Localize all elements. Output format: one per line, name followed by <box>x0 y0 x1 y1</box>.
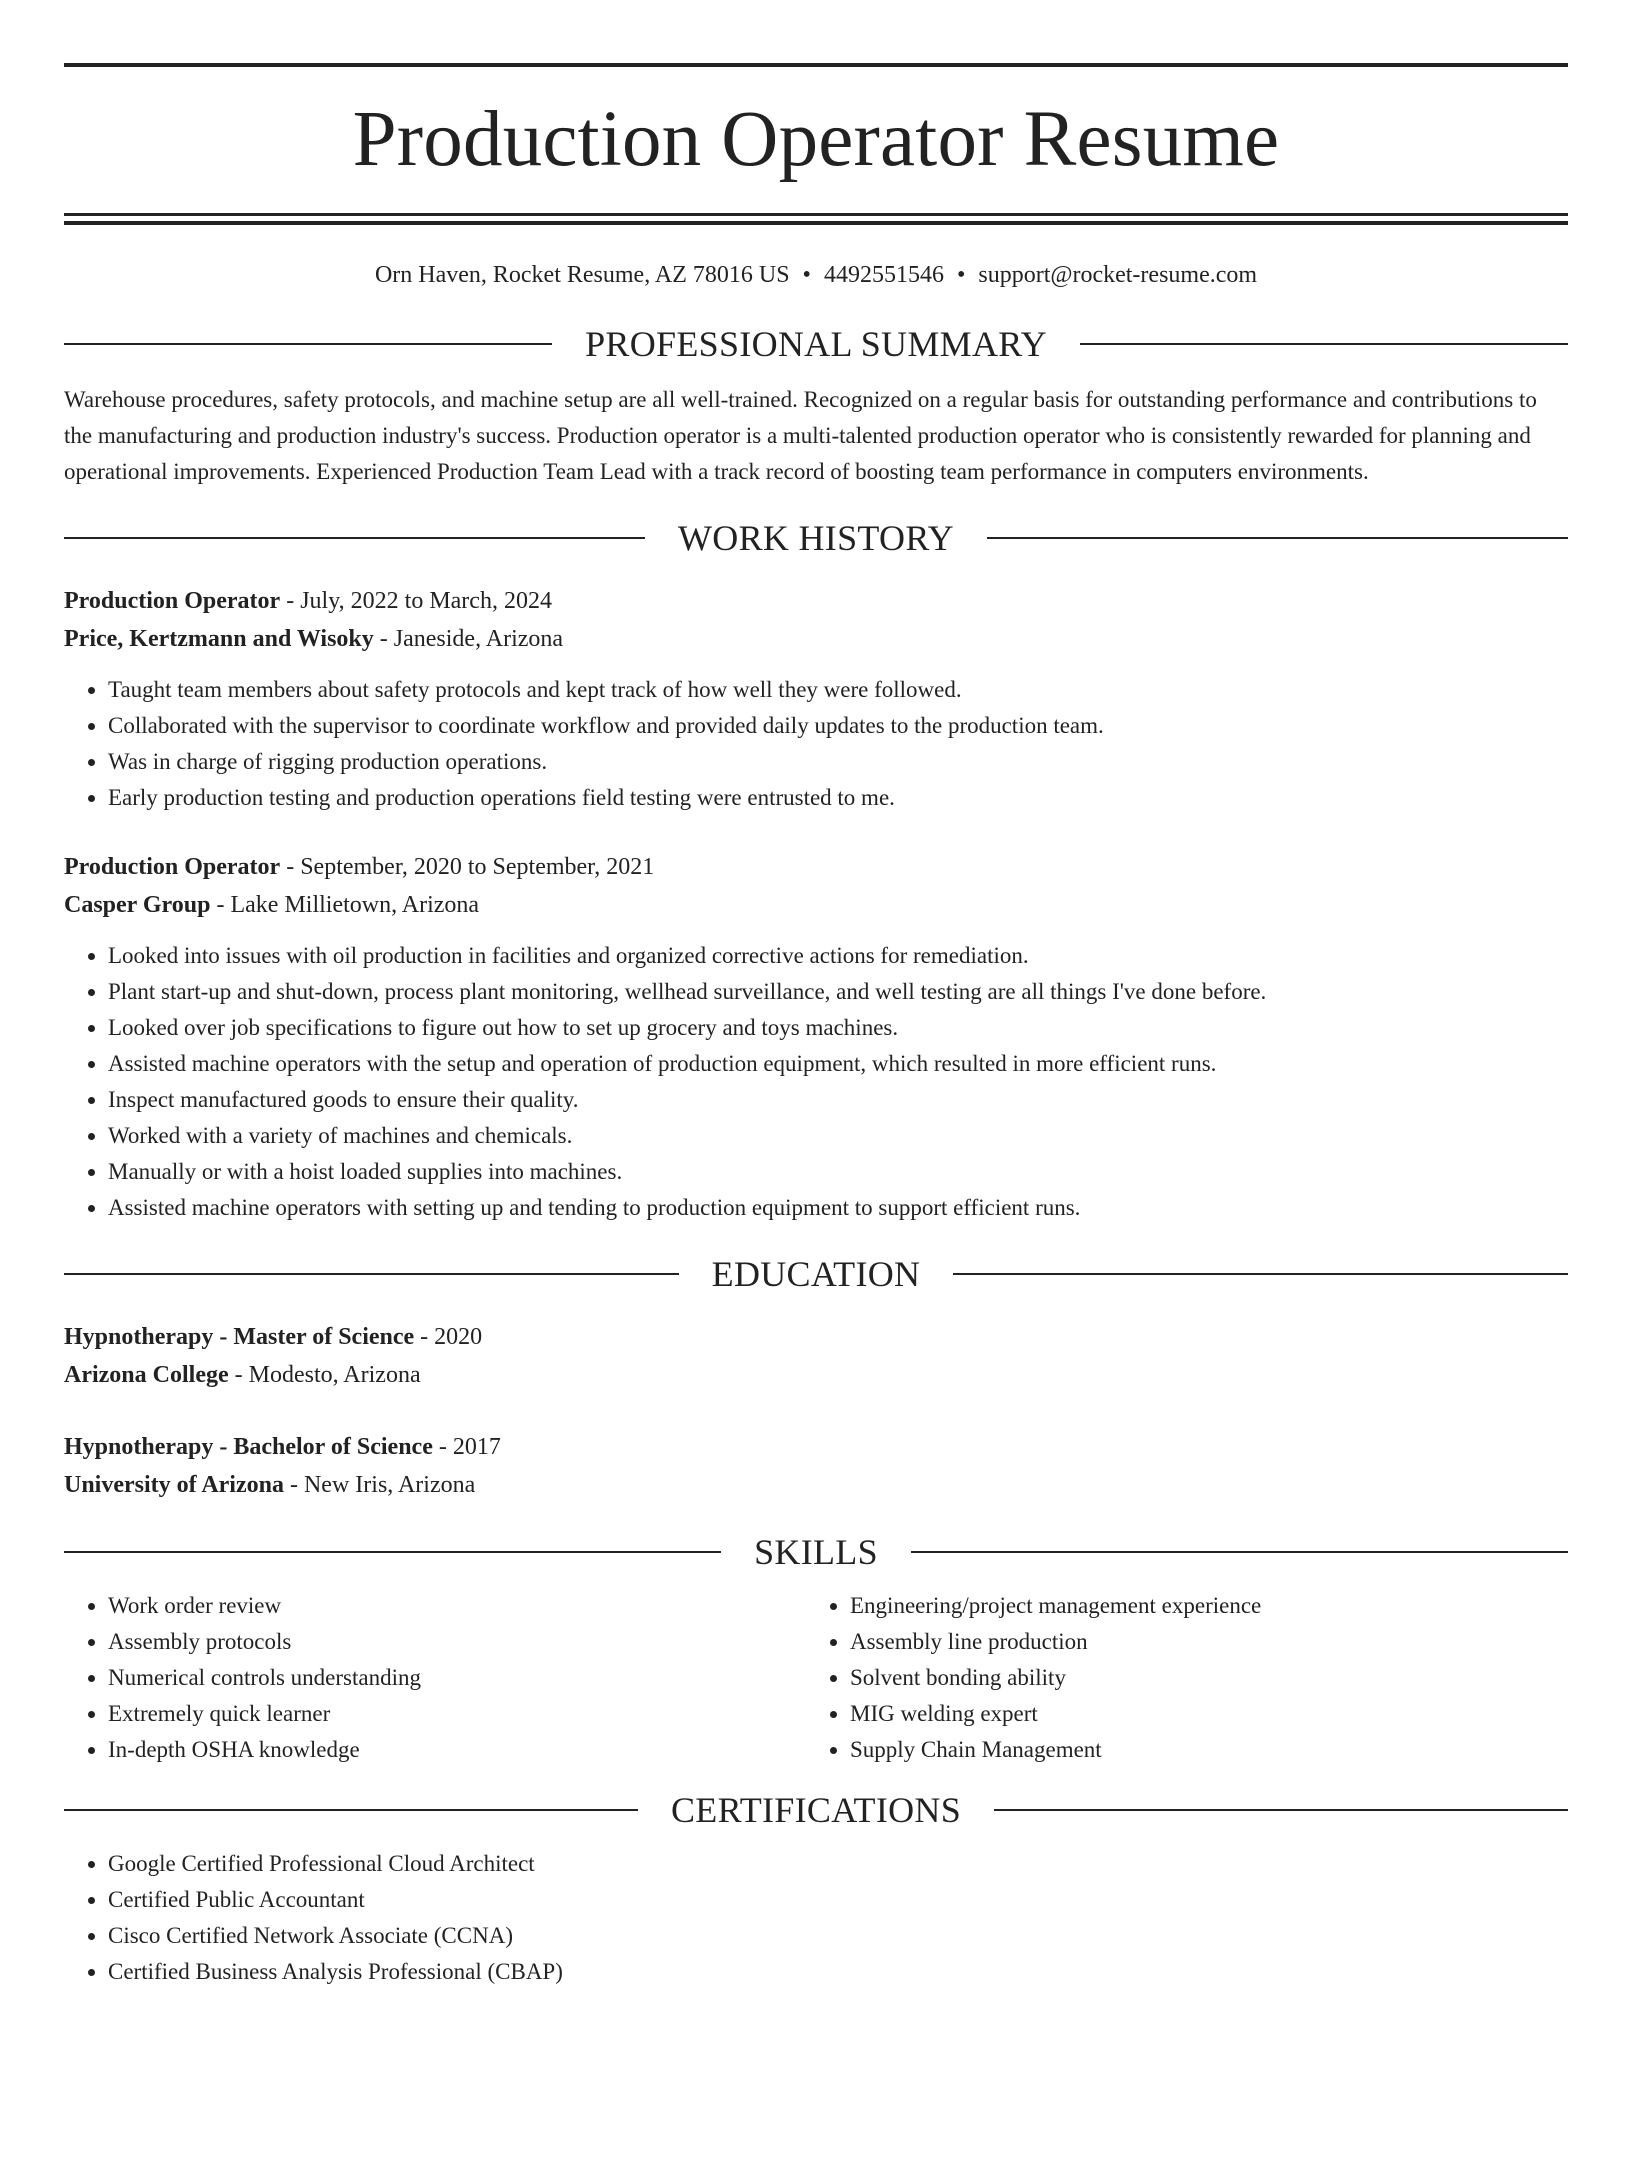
contact-phone: 4492551546 <box>823 262 944 288</box>
job-dates: - September, 2020 to September, 2021 <box>280 854 655 880</box>
top-rule <box>64 63 1568 67</box>
section-rule <box>64 1273 679 1275</box>
job-location: - Janeside, Arizona <box>373 626 564 652</box>
degree-year: - 2017 <box>432 1434 501 1460</box>
list-item: • Worked with a variety of machines and chemicals. <box>108 1118 1568 1154</box>
job-company: Price, Kertzmann and Wisoky <box>64 626 374 652</box>
certification-item: • Google Certified Professional Cloud Architect <box>108 1846 1568 1882</box>
certification-item: • Cisco Certified Network Associate (CCNA) <box>108 1918 1568 1954</box>
school-line <box>64 1356 1568 1394</box>
list-item: • Was in charge of rigging production operations. <box>108 744 1568 780</box>
skill-item: • In-depth OSHA knowledge <box>108 1732 806 1768</box>
section-rule <box>64 537 645 539</box>
section-rule <box>64 343 552 345</box>
education-entry <box>64 1428 1568 1504</box>
section-rule <box>64 1551 721 1553</box>
job-bullets <box>64 672 1568 816</box>
section-title: SKILLS <box>754 1532 878 1572</box>
job-title: Production Operator <box>64 854 281 880</box>
list-item: • Looked into issues with oil production in facilities and organized corrective actions for remediation. <box>108 938 1568 974</box>
section-title: WORK HISTORY <box>678 518 954 558</box>
job-bullets <box>64 938 1568 1226</box>
contact-line <box>64 260 1568 290</box>
contact-email: support@rocket-resume.com <box>978 262 1258 288</box>
school-location: - Modesto, Arizona <box>228 1362 421 1388</box>
section-header-work <box>64 516 1568 560</box>
job-location: - Lake Millietown, Arizona <box>210 892 480 918</box>
degree-year: - 2020 <box>414 1324 483 1350</box>
resume-page <box>0 63 1632 2175</box>
skill-item: • Assembly line production <box>850 1624 1548 1660</box>
summary-text: Warehouse procedures, safety protocols, and machine setup are all well-trained. Recognized on a regular basis for outstanding performance and contributions to the manufacturing and production industry's success. Production operator is a multi-talented production operator who is consistently rewarded for planning and operational improvements. Experienced Production Team Lead with a track record of boosting team performance in computers environments. <box>64 387 1537 484</box>
degree-line <box>64 1318 1568 1356</box>
school: University of Arizona <box>64 1472 284 1498</box>
job-title-line <box>64 848 1568 886</box>
job-entry <box>64 582 1568 816</box>
list-item: • Early production testing and production operations field testing were entrusted to me. <box>108 780 1568 816</box>
section-rule <box>1080 343 1568 345</box>
section-header-education <box>64 1252 1568 1296</box>
skill-item: • Work order review <box>108 1588 806 1624</box>
degree: Hypnotherapy - Bachelor of Science <box>64 1434 433 1460</box>
list-item: • Collaborated with the supervisor to coordinate workflow and provided daily updates to the production team. <box>108 708 1568 744</box>
section-header-skills <box>64 1530 1568 1574</box>
list-item: • Plant start-up and shut-down, process plant monitoring, wellhead surveillance, and well testing are all things I've done before. <box>108 974 1568 1010</box>
list-item: • Manually or with a hoist loaded supplies into machines. <box>108 1154 1568 1190</box>
list-item: • Assisted machine operators with setting up and tending to production equipment to support efficient runs. <box>108 1190 1568 1226</box>
skill-item: • Assembly protocols <box>108 1624 806 1660</box>
skills-column-right <box>806 1588 1548 1768</box>
skill-item: • MIG welding expert <box>850 1696 1548 1732</box>
section-title: CERTIFICATIONS <box>670 1790 962 1830</box>
list-item: • Taught team members about safety protocols and kept track of how well they were followed. <box>108 672 1568 708</box>
section-title: PROFESSIONAL SUMMARY <box>585 324 1047 364</box>
school-line <box>64 1466 1568 1504</box>
certification-item: • Certified Public Accountant <box>108 1882 1568 1918</box>
degree: Hypnotherapy - Master of Science <box>64 1324 415 1350</box>
section-rule <box>994 1809 1568 1811</box>
school: Arizona College <box>64 1362 229 1388</box>
section-rule <box>953 1273 1568 1275</box>
section-header-summary <box>64 322 1568 366</box>
section-rule <box>987 537 1568 539</box>
list-item: • Looked over job specifications to figure out how to set up grocery and toys machines. <box>108 1010 1568 1046</box>
skill-item: • Solvent bonding ability <box>850 1660 1548 1696</box>
skill-item: • Engineering/project management experience <box>850 1588 1548 1624</box>
degree-line <box>64 1428 1568 1466</box>
job-entry <box>64 848 1568 1226</box>
job-title: Production Operator <box>64 588 281 614</box>
job-company-line <box>64 620 1568 658</box>
list-item: • Assisted machine operators with the setup and operation of production equipment, which resulted in more efficient runs. <box>108 1046 1568 1082</box>
skill-item: • Numerical controls understanding <box>108 1660 806 1696</box>
section-rule <box>64 1809 638 1811</box>
job-company-line <box>64 886 1568 924</box>
section-title: EDUCATION <box>711 1254 921 1294</box>
job-company: Casper Group <box>64 892 211 918</box>
title-double-rule <box>64 213 1568 225</box>
list-item: • Inspect manufactured goods to ensure their quality. <box>108 1082 1568 1118</box>
page-title: Production Operator Resume <box>352 96 1280 183</box>
contact-address: Orn Haven, Rocket Resume, AZ 78016 US <box>374 262 790 288</box>
education-entry <box>64 1318 1568 1394</box>
skills-column-left <box>64 1588 806 1768</box>
contact-separator: • <box>956 262 966 288</box>
contact-separator: • <box>802 262 811 288</box>
job-title-line <box>64 582 1568 620</box>
skills-grid <box>64 1588 1568 1768</box>
certification-item: • Certified Business Analysis Professional (CBAP) <box>108 1954 1568 1990</box>
skill-item: • Extremely quick learner <box>108 1696 806 1732</box>
job-dates: - July, 2022 to March, 2024 <box>280 588 552 614</box>
section-header-certifications <box>64 1788 1568 1832</box>
certifications-list <box>64 1846 1568 1990</box>
skill-item: • Supply Chain Management <box>850 1732 1548 1768</box>
school-location: - New Iris, Arizona <box>283 1472 476 1498</box>
section-rule <box>911 1551 1568 1553</box>
